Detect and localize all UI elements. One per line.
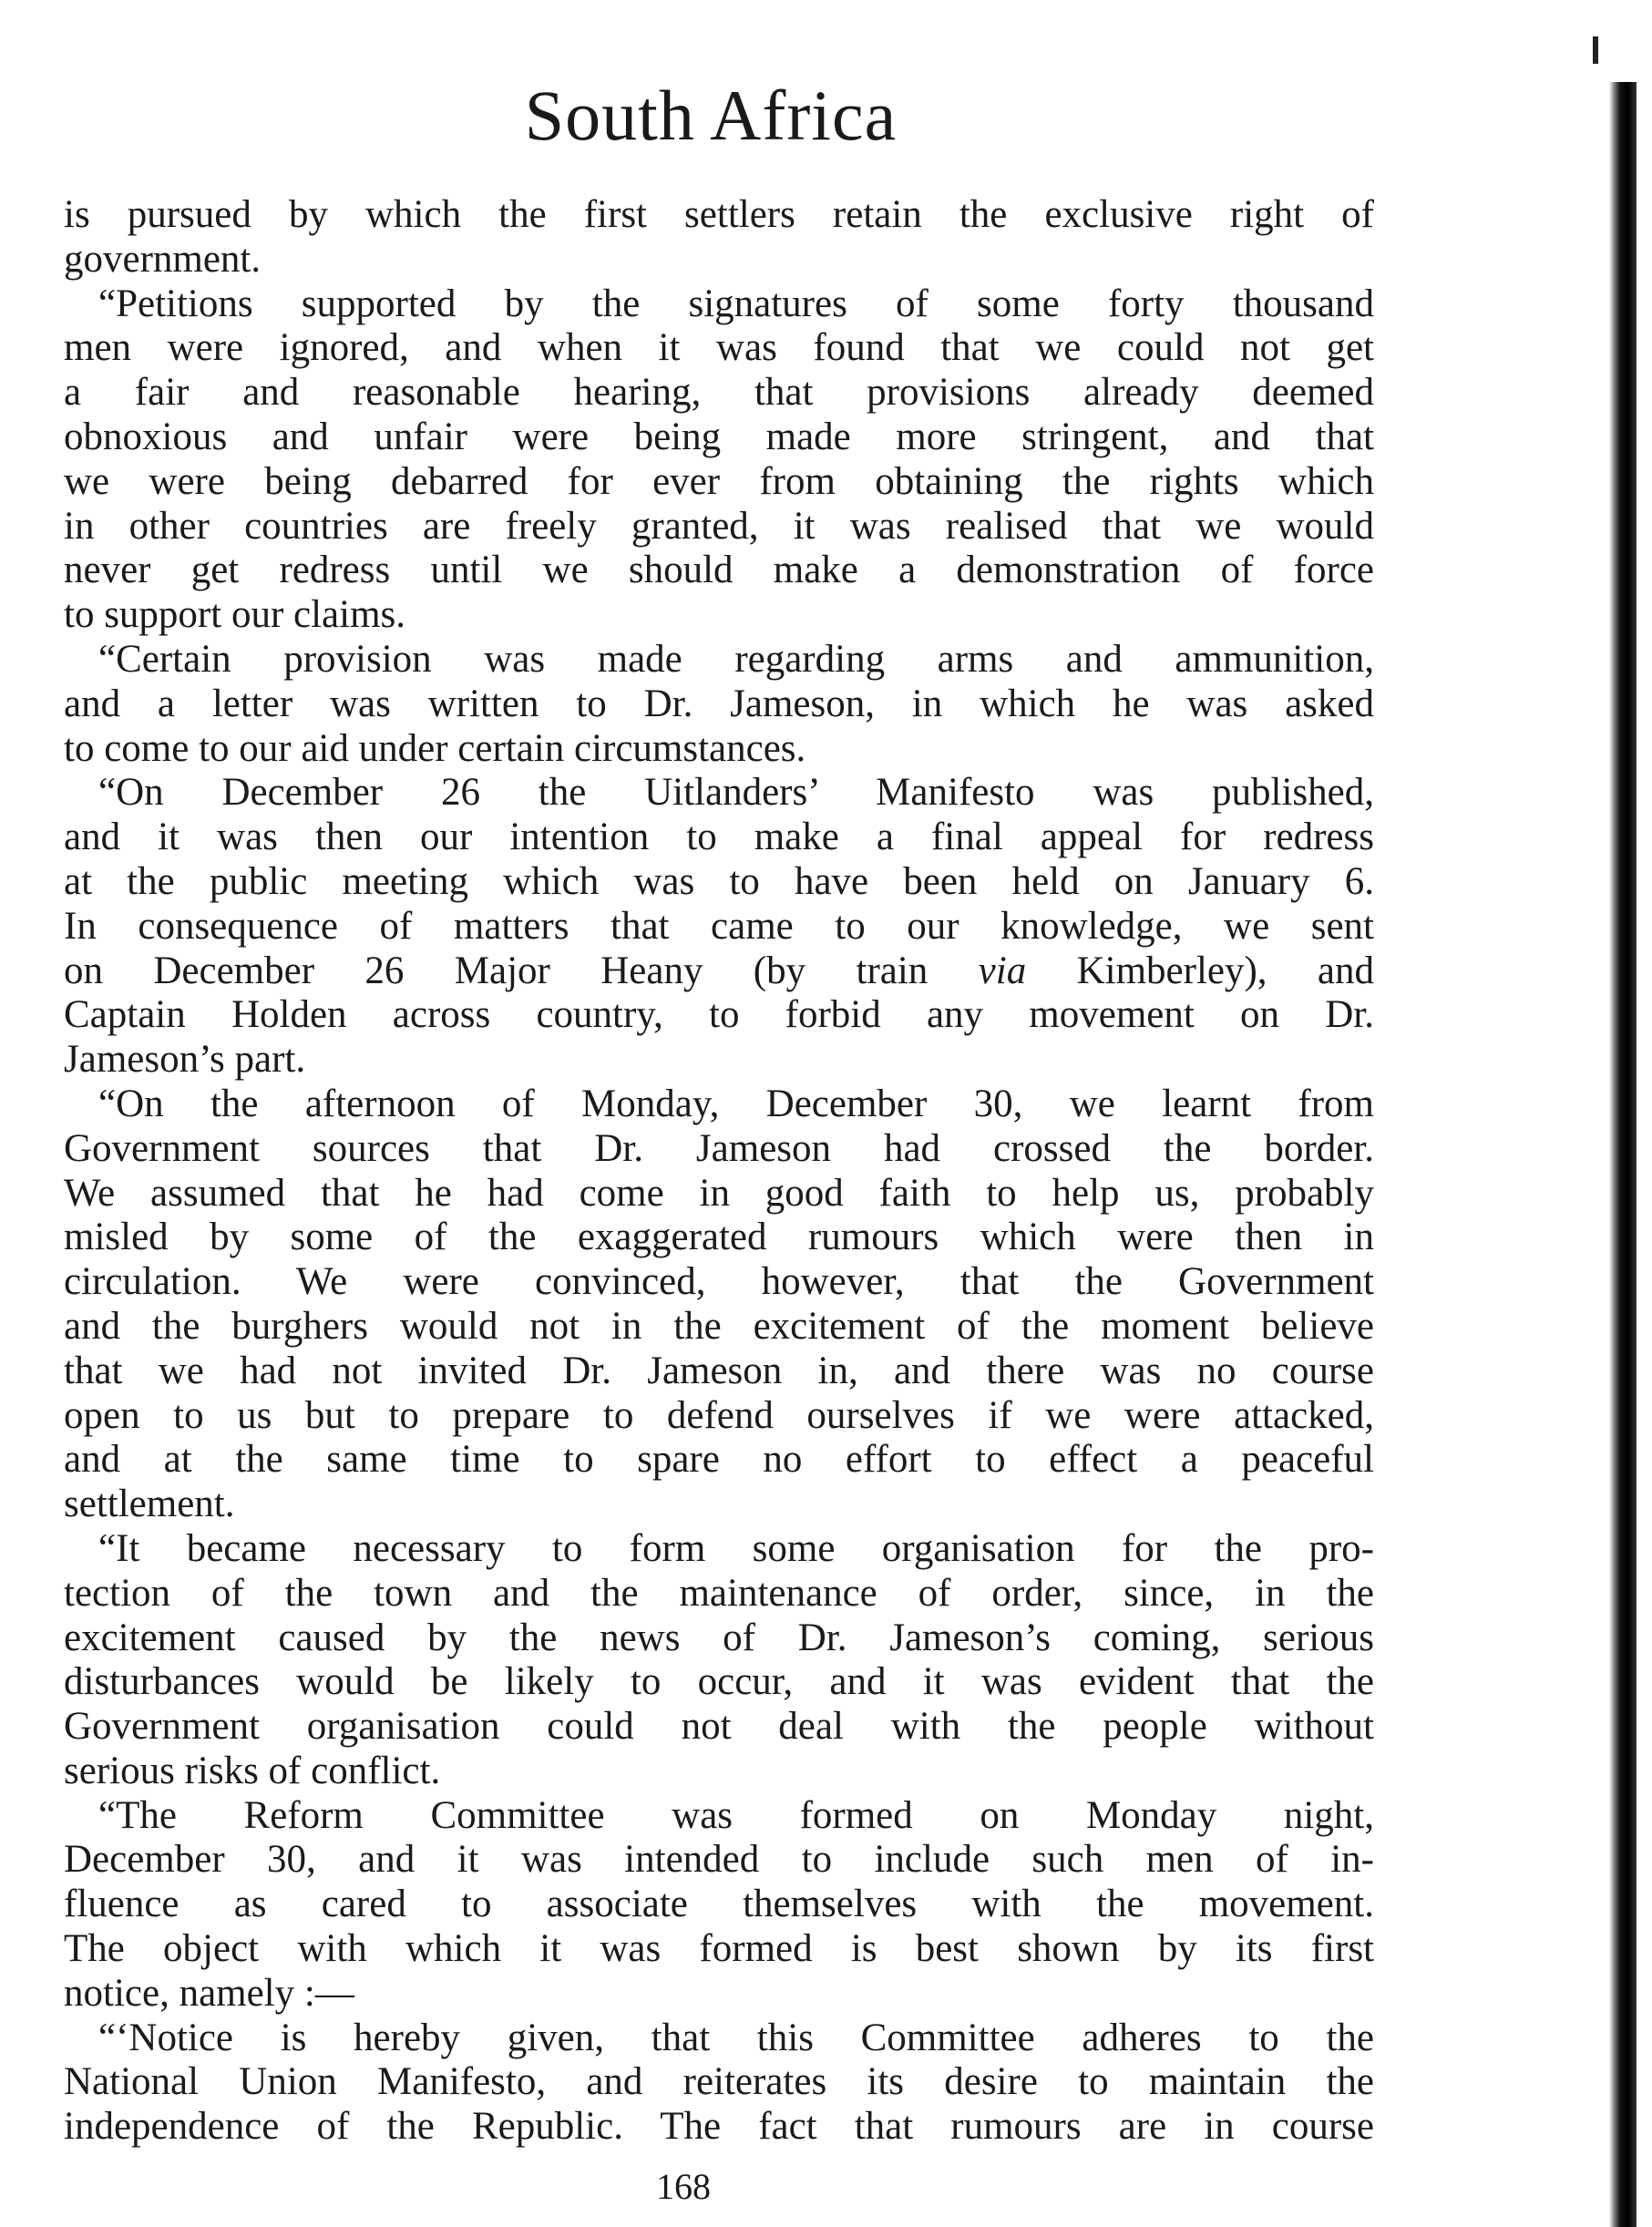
line-text: notice, namely :— bbox=[64, 1971, 354, 2015]
text-line bbox=[64, 282, 1374, 327]
text-line bbox=[64, 371, 1374, 416]
body-text bbox=[64, 193, 1374, 2150]
line-text: “‘Notice is hereby given, that this Committee adheres to the bbox=[98, 2016, 1374, 2059]
line-text: Government sources that Dr. Jameson had crossed the border. bbox=[64, 1126, 1374, 1170]
text-line bbox=[64, 771, 1374, 816]
text-line bbox=[64, 1794, 1374, 1839]
text-line bbox=[64, 238, 1374, 282]
text-line bbox=[64, 1616, 1374, 1661]
line-text: tection of the town and the maintenance of order, since, in the bbox=[64, 1571, 1374, 1615]
text-line bbox=[64, 549, 1374, 593]
line-text: and a letter was written to Dr. Jameson, in which he was asked bbox=[64, 682, 1374, 725]
line-text: open to us but to prepare to defend ourselves if we were attacked, bbox=[64, 1393, 1374, 1437]
text-line bbox=[64, 682, 1374, 727]
scan-edge bbox=[1609, 82, 1637, 2227]
text-line bbox=[64, 1216, 1374, 1260]
text-line bbox=[64, 1038, 1374, 1083]
line-text: settlement. bbox=[64, 1483, 235, 1526]
line-text: We assumed that he had come in good faith to help us, probably bbox=[64, 1171, 1374, 1215]
line-text: to support our claims. bbox=[64, 593, 406, 637]
text-line bbox=[64, 727, 1374, 772]
line-text: Kimberley), and bbox=[1026, 949, 1374, 992]
text-line bbox=[64, 1527, 1374, 1572]
line-text: “On December 26 the Uitlanders’ Manifesto was published, bbox=[98, 771, 1374, 815]
line-text: circulation. We were convinced, however, that the Government bbox=[64, 1260, 1374, 1304]
text-line bbox=[64, 949, 1374, 994]
line-text: and it was then our intention to make a final appeal for redress bbox=[64, 816, 1374, 859]
text-line bbox=[64, 1838, 1374, 1883]
line-text: that we had not invited Dr. Jameson in, and there was no course bbox=[64, 1349, 1374, 1392]
text-line bbox=[64, 1660, 1374, 1705]
line-text: to come to our aid under certain circumstances. bbox=[64, 726, 806, 770]
text-line bbox=[64, 1394, 1374, 1439]
line-text: Captain Holden across country, to forbid any movement on Dr. bbox=[64, 993, 1374, 1037]
line-text: “On the afternoon of Monday, December 30, we learnt from bbox=[98, 1082, 1374, 1125]
text-line bbox=[64, 1572, 1374, 1616]
text-line bbox=[64, 1750, 1374, 1794]
text-line bbox=[64, 2060, 1374, 2105]
text-line bbox=[64, 1972, 1374, 2017]
text-line bbox=[64, 193, 1374, 238]
line-text: government. bbox=[64, 237, 262, 281]
text-line bbox=[64, 1883, 1374, 1927]
line-text: a fair and reasonable hearing, that provisions already deemed bbox=[64, 371, 1374, 415]
text-line bbox=[64, 2017, 1374, 2061]
text-line bbox=[64, 416, 1374, 460]
text-line bbox=[64, 1260, 1374, 1305]
text-line bbox=[64, 816, 1374, 860]
page-number: 168 bbox=[656, 2166, 711, 2207]
text-line bbox=[64, 905, 1374, 949]
text-line bbox=[64, 638, 1374, 682]
line-text: on December 26 Major Heany (by train bbox=[64, 949, 979, 992]
page-title: South Africa bbox=[524, 76, 898, 155]
text-line bbox=[64, 860, 1374, 905]
line-text: “Petitions supported by the signatures of some forty thousand bbox=[98, 282, 1374, 325]
line-text: and the burghers would not in the excitement of the moment believe bbox=[64, 1304, 1374, 1348]
scan-mark bbox=[1593, 36, 1598, 64]
text-line bbox=[64, 1305, 1374, 1350]
line-text: Jameson’s part. bbox=[64, 1038, 306, 1082]
text-line bbox=[64, 505, 1374, 549]
text-line bbox=[64, 1927, 1374, 1972]
line-text: excitement caused by the news of Dr. Jameson’s coming, serious bbox=[64, 1616, 1374, 1659]
line-text: “Certain provision was made regarding arms and ammunition, bbox=[98, 637, 1374, 681]
text-line bbox=[64, 1438, 1374, 1483]
text-line bbox=[64, 2105, 1374, 2150]
line-text: In consequence of matters that came to our knowledge, we sent bbox=[64, 904, 1374, 948]
line-text: misled by some of the exaggerated rumours which were then in bbox=[64, 1216, 1374, 1259]
line-text: is pursued by which the first settlers retain the exclusive right of bbox=[64, 193, 1374, 236]
italic-text: via bbox=[978, 949, 1027, 992]
line-text: never get redress until we should make a demonstration of force bbox=[64, 549, 1374, 592]
line-text: independence of the Republic. The fact that rumours are in course bbox=[64, 2105, 1374, 2149]
line-text: in other countries are freely granted, it was realised that we would bbox=[64, 504, 1374, 548]
line-text: disturbances would be likely to occur, and it was evident that the bbox=[64, 1660, 1374, 1704]
text-line bbox=[64, 326, 1374, 371]
line-text: at the public meeting which was to have been held on January 6. bbox=[64, 859, 1374, 903]
line-text: “It became necessary to form some organisation for the pro- bbox=[98, 1526, 1374, 1570]
line-text: serious risks of conflict. bbox=[64, 1749, 441, 1792]
text-line bbox=[64, 993, 1374, 1038]
line-text: Government organisation could not deal with the people without bbox=[64, 1705, 1374, 1749]
text-line bbox=[64, 1127, 1374, 1172]
text-line bbox=[64, 593, 1374, 638]
line-text: and at the same time to spare no effort to effect a peaceful bbox=[64, 1438, 1374, 1482]
line-text: National Union Manifesto, and reiterates its desire to maintain the bbox=[64, 2060, 1374, 2104]
text-line bbox=[64, 1483, 1374, 1527]
text-line bbox=[64, 1172, 1374, 1216]
line-text: obnoxious and unfair were being made more stringent, and that bbox=[64, 415, 1374, 458]
text-line bbox=[64, 460, 1374, 505]
text-line bbox=[64, 1705, 1374, 1750]
line-text: December 30, and it was intended to include such men of in- bbox=[64, 1838, 1374, 1882]
line-text: we were being debarred for ever from obtaining the rights which bbox=[64, 459, 1374, 503]
line-text: The object with which it was formed is best shown by its first bbox=[64, 1927, 1374, 1971]
line-text: men were ignored, and when it was found that we could not get bbox=[64, 326, 1374, 370]
text-line bbox=[64, 1083, 1374, 1127]
line-text: “The Reform Committee was formed on Monday night, bbox=[98, 1793, 1374, 1837]
line-text: fluence as cared to associate themselves with the movement. bbox=[64, 1883, 1374, 1926]
text-line bbox=[64, 1350, 1374, 1394]
